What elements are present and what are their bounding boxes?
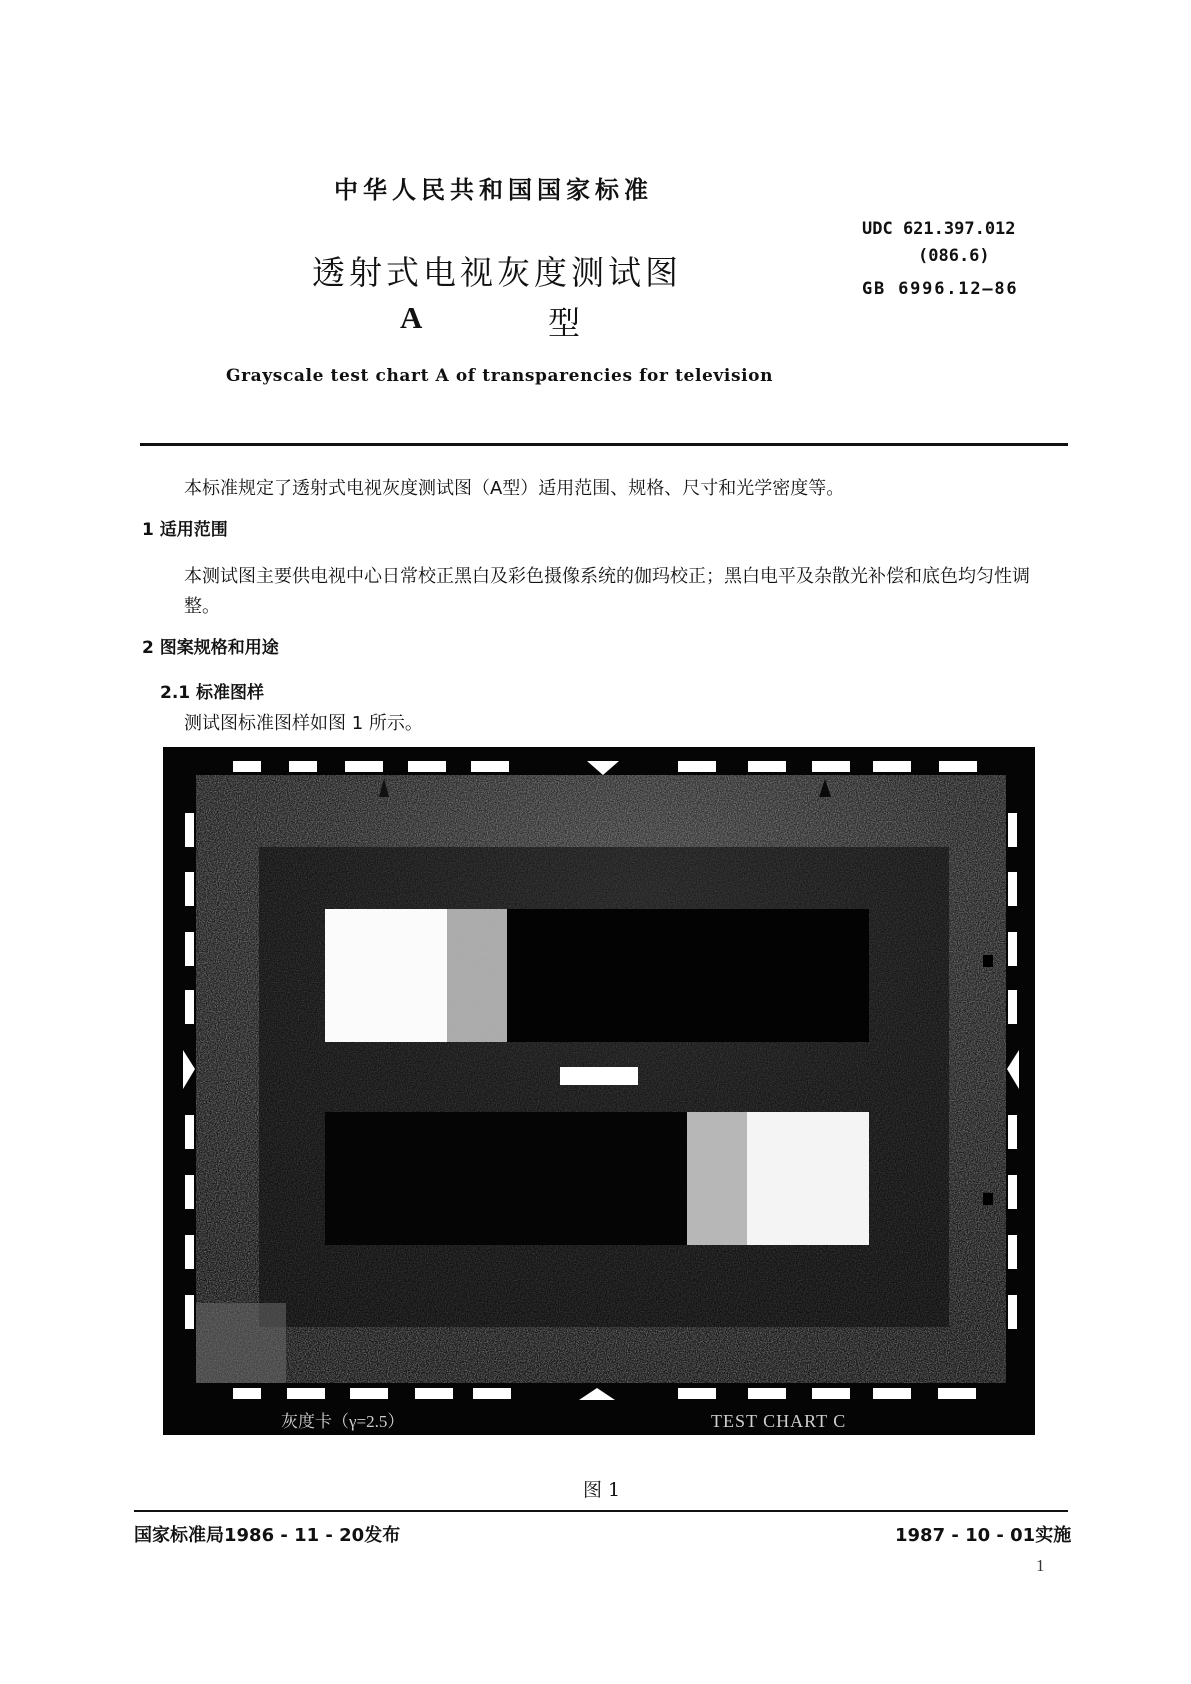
section-1-heading: 1 适用范围 — [142, 520, 228, 540]
upper-patch-white — [325, 909, 447, 1042]
gb-number: GB 6996.12—86 — [862, 279, 1019, 299]
upper-patch-black — [507, 909, 869, 1042]
section-1-text: 本测试图主要供电视中心日常校正黑白及彩色摄像系统的伽玛校正；黑白电平及杂散光补偿和底色均匀性调整。 — [184, 566, 1030, 617]
right-notch-upper — [983, 955, 993, 967]
footer-divider — [134, 1510, 1068, 1512]
standard-title-type-word: 型 — [548, 304, 581, 342]
intro-paragraph: 本标准规定了透射式电视灰度测试图（A型）适用范围、规格、尺寸和光学密度等。 — [184, 478, 845, 499]
issuing-authority: 中华人民共和国国家标准 — [334, 176, 653, 204]
standard-title-cn: 透射式电视灰度测试图 — [312, 253, 682, 292]
bottom-left-haze — [196, 1303, 286, 1383]
section-2-heading: 2 图案规格和用途 — [142, 638, 279, 658]
udc-code: UDC 621.397.012 — [862, 219, 1016, 239]
lower-patch-mid-grey-grain — [687, 1112, 747, 1245]
standard-title-type-letter: A — [400, 300, 423, 335]
lower-patch-black — [325, 1112, 687, 1245]
test-chart-label: TEST CHART C — [711, 1411, 847, 1431]
figure-caption: 图 1 — [583, 1479, 621, 1501]
lower-patch-light — [747, 1112, 869, 1245]
grayscale-card-label: 灰度卡（γ=2.5） — [281, 1412, 405, 1431]
header-divider — [140, 443, 1068, 446]
page-number: 1 — [1036, 1556, 1045, 1575]
right-notch-lower — [983, 1193, 993, 1205]
upper-patch-light-grey-grain — [447, 909, 507, 1042]
section-1-paragraph — [184, 562, 1064, 622]
implementation-date: 1987 - 10 - 01实施 — [895, 1525, 1072, 1546]
issue-date: 国家标准局1986 - 11 - 20发布 — [134, 1525, 401, 1546]
standard-title-en: Grayscale test chart A of transparencies for television — [226, 366, 774, 386]
section-2-1-paragraph: 测试图标准图样如图 1 所示。 — [184, 713, 423, 734]
test-chart-figure — [163, 747, 1035, 1435]
section-2-1-heading: 2.1 标准图样 — [160, 683, 265, 703]
udc-subcode: (086.6) — [918, 246, 990, 266]
center-white-bar — [560, 1067, 638, 1085]
